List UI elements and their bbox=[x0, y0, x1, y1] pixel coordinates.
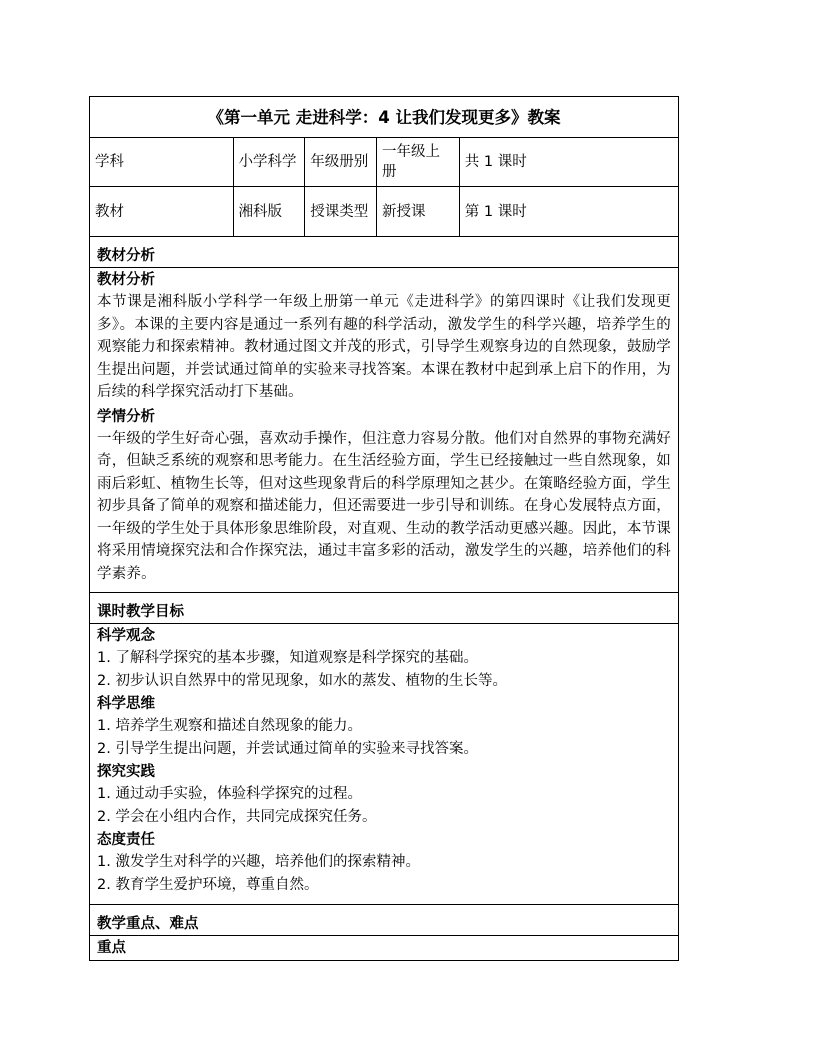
lesson-plan-table bbox=[89, 96, 679, 961]
objective-item: 2. 初步认识自然界中的常见现象，如水的蒸发、植物的生长等。 bbox=[97, 673, 507, 689]
grade-value: 一年级上册 bbox=[377, 138, 460, 186]
keypoints-section bbox=[90, 905, 678, 960]
objective-group-title: 态度责任 bbox=[97, 832, 155, 848]
objective-item: 2. 引导学生提出问题，并尝试通过简单的实验来寻找答案。 bbox=[97, 741, 478, 757]
objective-item: 1. 了解科学探究的基本步骤，知道观察是科学探究的基础。 bbox=[97, 650, 478, 666]
keypoints-sub-heading: 重点 bbox=[97, 940, 126, 956]
subject-value: 小学科学 bbox=[234, 138, 306, 186]
material-heading: 教材分析 bbox=[97, 272, 155, 288]
objectives-body bbox=[90, 623, 678, 903]
objective-item: 2. 学会在小组内合作，共同完成探究任务。 bbox=[97, 809, 377, 825]
objective-group-title: 科学观念 bbox=[97, 628, 155, 644]
info-row-subject bbox=[90, 138, 678, 187]
textbook-label: 教材 bbox=[90, 187, 234, 236]
subject-label: 学科 bbox=[90, 138, 234, 186]
textbook-value: 湘科版 bbox=[234, 187, 306, 236]
document-title: 《第一单元 走进科学：4 让我们发现更多》教案 bbox=[90, 97, 678, 138]
keypoints-heading: 教学重点、难点 bbox=[97, 916, 199, 932]
student-text: 一年级的学生好奇心强，喜欢动手操作，但注意力容易分散。他们对自然界的事物充满好奇，但缺乏系统的观察和思考能力。在生活经验方面，学生已经接触过一些自然现象，如雨后彩虹、植物生长等，但对这些现象背后的科学原理知之甚少。在策略经验方面，学生初步具备了简单的观察和描述能力，但还需要进一步引导和训练。在身心发展特点方面，一年级的学生处于具体形象思维阶段，对直观、生动的教学活动更感兴趣。因此，本节课将采用情境探究法和合作探究法，通过丰富多彩的活动，激发学生的兴趣，培养他们的科学素养。 bbox=[97, 430, 671, 582]
objective-item: 1. 通过动手实验，体验科学探究的过程。 bbox=[97, 786, 362, 802]
objective-item: 1. 培养学生观察和描述自然现象的能力。 bbox=[97, 718, 362, 734]
grade-label: 年级册别 bbox=[305, 138, 377, 186]
objective-group-title: 探究实践 bbox=[97, 764, 155, 780]
objective-item: 2. 教育学生爱护环境，尊重自然。 bbox=[97, 877, 319, 893]
lesson-number: 第 1 课时 bbox=[464, 203, 527, 220]
material-analysis bbox=[90, 267, 678, 591]
total-hours: 共 1 课时 bbox=[464, 154, 527, 170]
objectives-section bbox=[90, 593, 678, 905]
student-heading: 学情分析 bbox=[97, 408, 155, 425]
analysis-section bbox=[90, 237, 678, 593]
keypoints-body bbox=[90, 935, 678, 959]
lesson-type-value: 新授课 bbox=[377, 187, 460, 236]
info-row-textbook bbox=[90, 187, 678, 237]
objective-item: 1. 激发学生对科学的兴趣，培养他们的探索精神。 bbox=[97, 854, 420, 870]
objective-group-title: 科学思维 bbox=[97, 696, 155, 712]
objectives-heading: 课时教学目标 bbox=[97, 604, 184, 620]
analysis-heading: 教材分析 bbox=[97, 248, 155, 264]
lesson-type-label: 授课类型 bbox=[305, 187, 377, 236]
material-text: 本节课是湘科版小学科学一年级上册第一单元《走进科学》的第四课时《让我们发现更多》。本课的主要内容是通过一系列有趣的科学活动，激发学生的科学兴趣，培养学生的观察能力和探索精神。教材通过图文并茂的形式，引导学生观察身边的自然现象，鼓励学生提出问题，并尝试通过简单的实验来寻找答案。本课在教材中起到承上启下的作用，为后续的科学探究活动打下基础。 bbox=[97, 294, 671, 400]
